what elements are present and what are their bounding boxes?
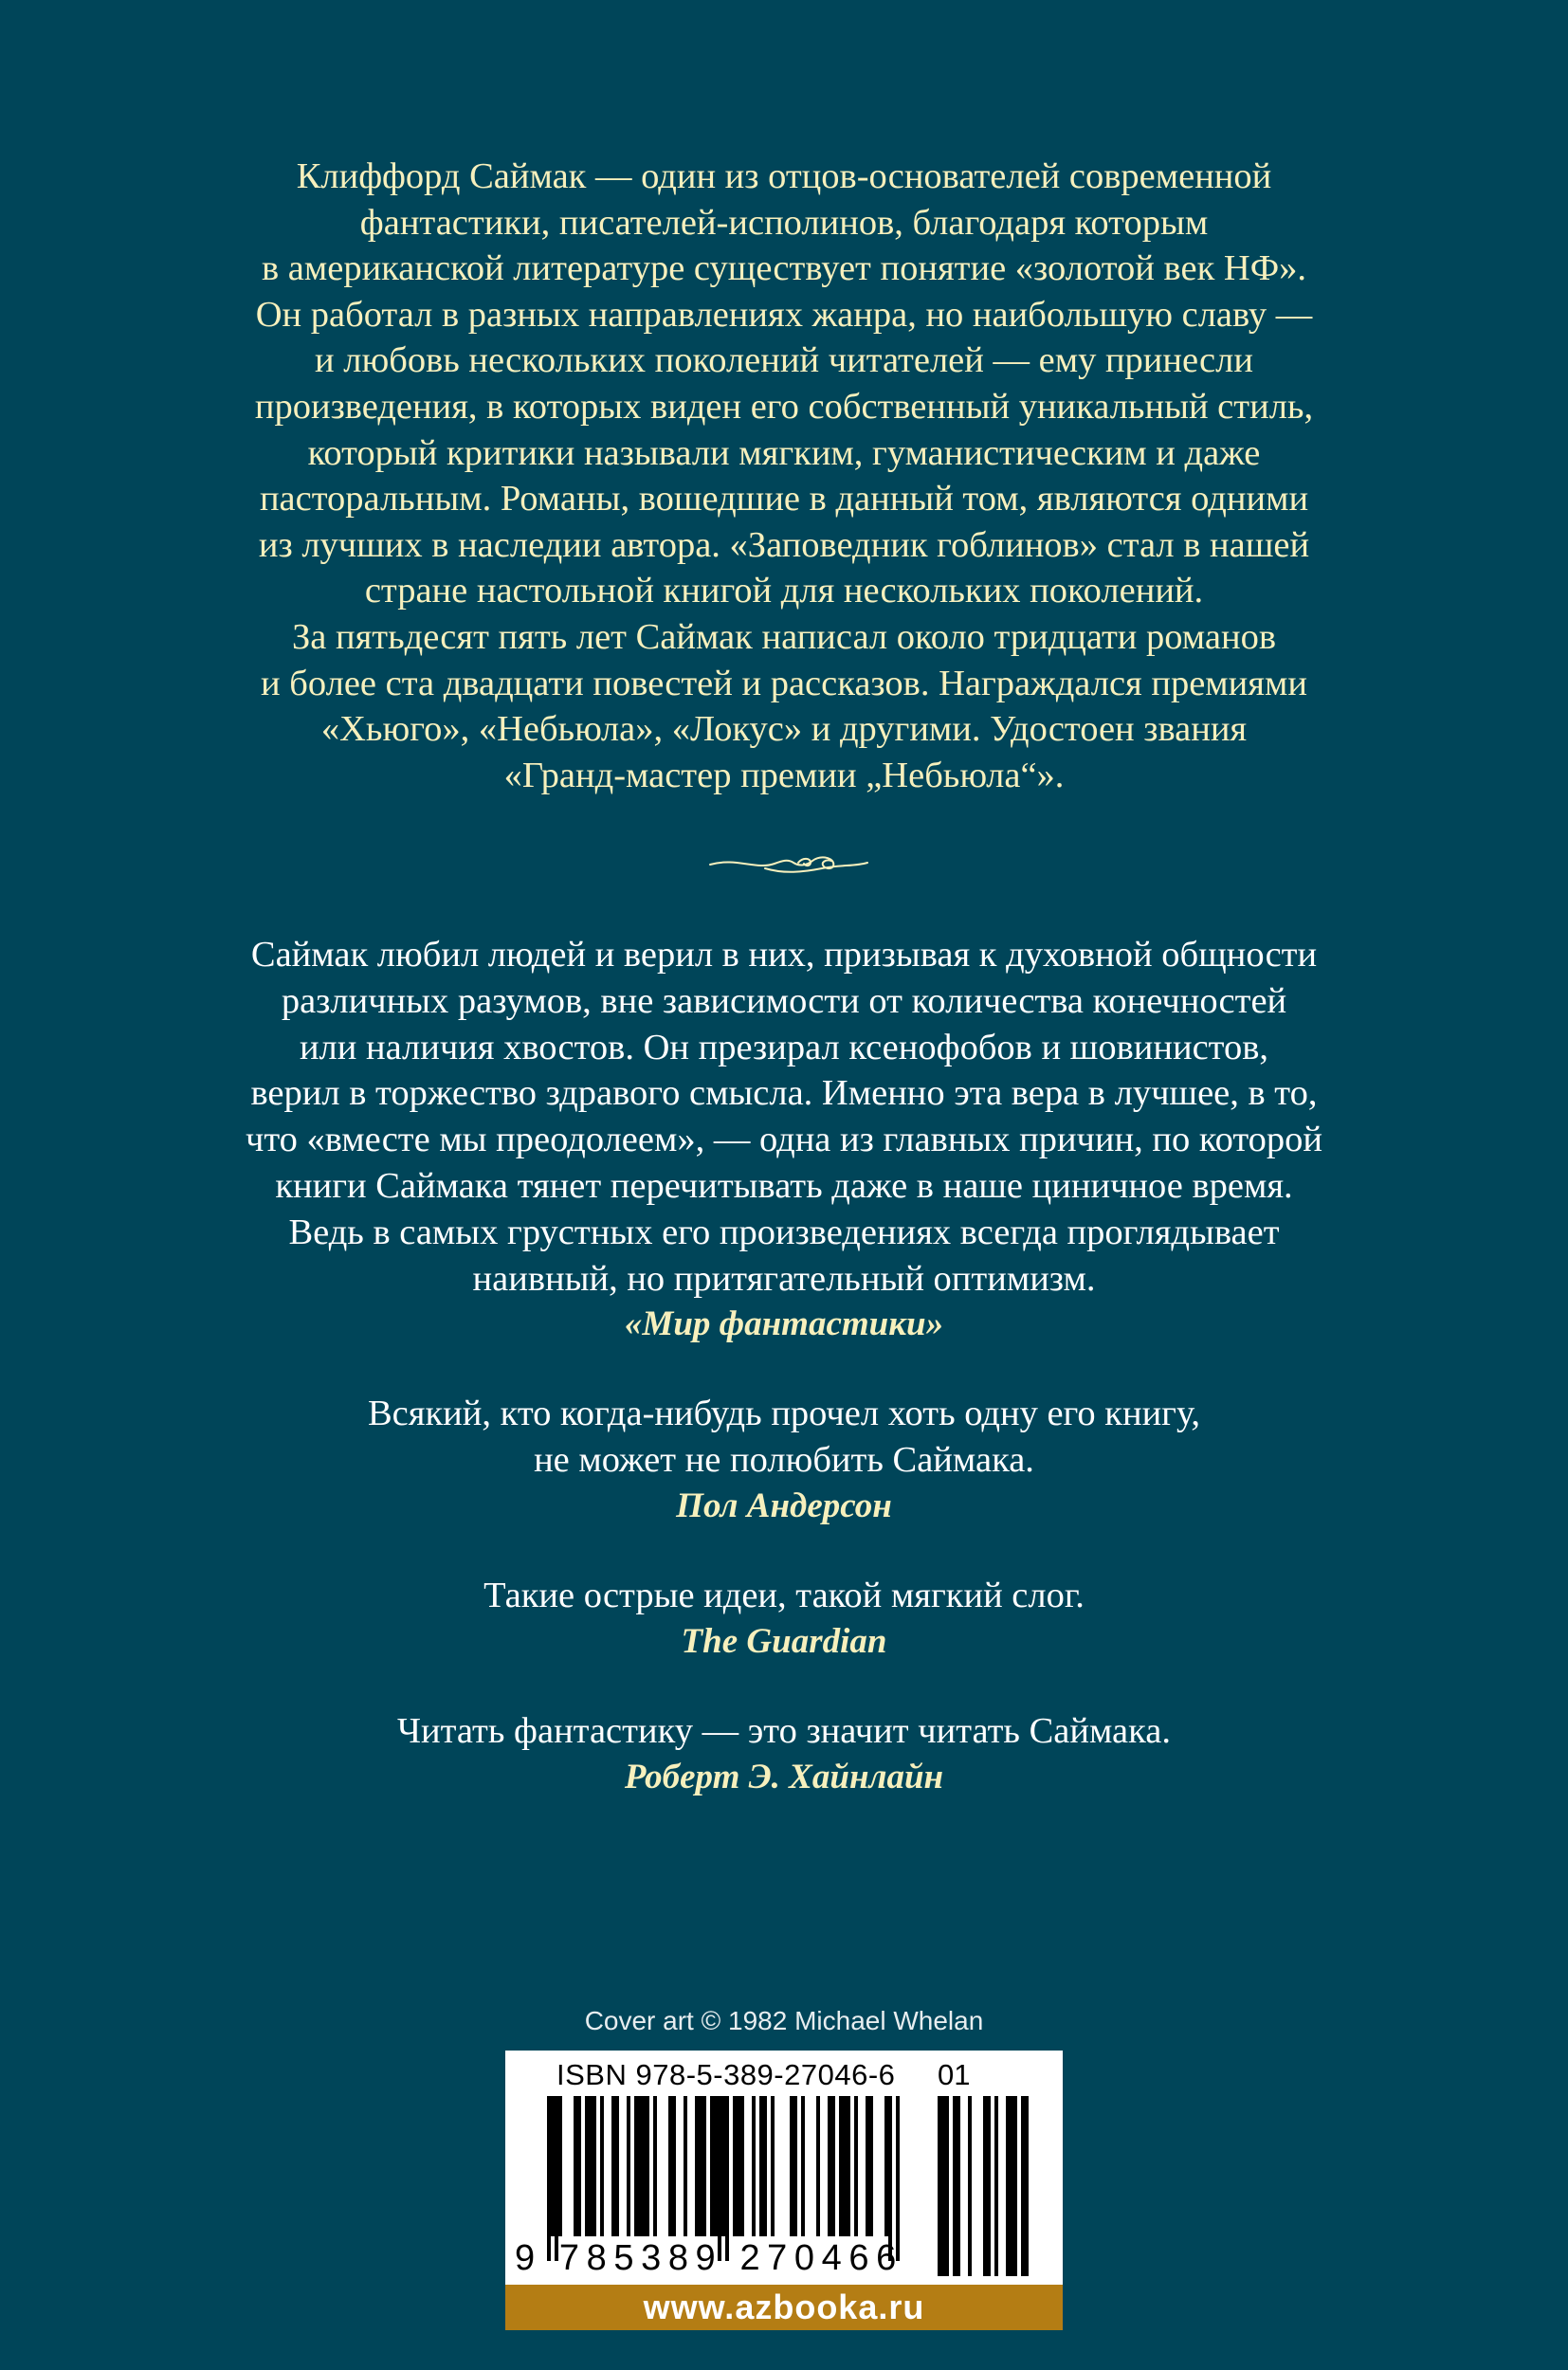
blurb-line: и более ста двадцати повестей и рассказов. Награждался премиями — [261, 663, 1307, 703]
ean-digits: 9 785389 270466 — [515, 2238, 903, 2278]
review-attribution: Роберт Э. Хайнлайн — [624, 1757, 944, 1796]
barcode-bar — [634, 2096, 649, 2236]
barcode-bar — [828, 2096, 835, 2236]
barcode-guard-bar — [547, 2096, 551, 2261]
barcode-bar — [866, 2096, 873, 2236]
review-attribution: Пол Андерсон — [676, 1486, 892, 1525]
review-line: Читать фантастику — это значит читать Саймака. — [397, 1710, 1171, 1751]
review-attribution: The Guardian — [681, 1621, 887, 1661]
review-quote — [114, 1391, 1454, 1529]
blurb-line: Клиффорд Саймак — один из отцов-основателей современной — [296, 156, 1272, 196]
review-line: или наличия хвостов. Он презирал ксенофобов и шовинистов, — [299, 1027, 1269, 1067]
barcode-bar — [854, 2096, 858, 2236]
barcode-bar — [600, 2096, 604, 2236]
barcode-bar — [684, 2096, 687, 2236]
barcode-guard-bar — [888, 2096, 892, 2261]
barcode-guard-bar — [718, 2096, 721, 2261]
barcode-bar — [574, 2096, 581, 2236]
barcode-bar — [611, 2096, 619, 2236]
barcode-addon-bar — [938, 2096, 949, 2276]
barcode-addon-bar — [1021, 2096, 1029, 2276]
reviews-section — [114, 932, 1454, 1800]
barcode-bar — [627, 2096, 630, 2236]
review-line: книги Саймака тянет перечитывать даже в наше циничное время. — [275, 1165, 1293, 1206]
blurb-line: пасторальным. Романы, вошедшие в данный том, являются одними — [259, 479, 1309, 520]
cover-art-credit: Cover art © 1982 Michael Whelan — [584, 2006, 984, 2035]
blurb-line: «Гранд-мастер премии „Небьюла“». — [503, 755, 1065, 795]
barcode-bar — [839, 2096, 850, 2236]
barcode-addon-bar — [994, 2096, 998, 2276]
blurb-line: Он работал в разных направлениях жанра, но наибольшую славу — — [255, 294, 1313, 335]
barcode-addon-bar — [953, 2096, 960, 2276]
barcode-addon-bar — [1006, 2096, 1017, 2276]
barcode-bar — [695, 2096, 706, 2236]
barcode-bar — [721, 2096, 725, 2236]
barcode-bar — [771, 2096, 775, 2236]
barcode-bar — [759, 2096, 767, 2236]
barcode-bar — [801, 2096, 805, 2236]
review-attribution: «Мир фантастики» — [624, 1304, 944, 1344]
review-quote — [114, 932, 1454, 1347]
blurb-line: и любовь нескольких поколений читателей — ему принесли — [315, 340, 1253, 381]
blurb-line: стране настольной книгой для нескольких поколений. — [364, 571, 1204, 611]
blurb-line: произведения, в которых виден его собственный уникальный стиль, — [254, 386, 1314, 427]
book-blurb — [142, 154, 1426, 798]
barcode-bar — [733, 2096, 744, 2236]
review-line: различных разумов, вне зависимости от количества конечностей — [281, 980, 1287, 1021]
barcode-addon-bar — [983, 2096, 991, 2276]
barcode-guard-bar — [555, 2096, 558, 2261]
review-line: не может не полюбить Саймака. — [534, 1440, 1034, 1481]
review-line: Саймак любил людей и верил в них, призывая к духовной общности — [250, 935, 1318, 975]
review-quote — [114, 1708, 1454, 1800]
review-line: Ведь в самых грустных его произведениях всегда проглядывает — [288, 1212, 1280, 1252]
review-line: что «вместе мы преодолеем», — одна из главных причин, по которой — [245, 1120, 1323, 1160]
flourish-ornament-icon — [708, 849, 869, 878]
barcode-bar — [668, 2096, 676, 2236]
blurb-line: За пятьдесят пять лет Саймак написал около тридцати романов — [291, 616, 1277, 657]
barcode-addon-bar — [968, 2096, 972, 2276]
review-line: Всякий, кто когда-нибудь прочел хоть одну его книгу, — [368, 1394, 1200, 1434]
barcode-bar — [790, 2096, 797, 2236]
publisher-website: www.azbooka.ru — [505, 2285, 1063, 2330]
barcode-bar — [585, 2096, 596, 2236]
barcode-bar — [558, 2096, 562, 2236]
blurb-line: из лучших в наследии автора. «Заповедник гоблинов» стал в нашей — [258, 524, 1310, 565]
barcode-bar — [653, 2096, 657, 2236]
barcode-guard-bar — [896, 2096, 900, 2261]
barcode-guard-bar — [725, 2096, 729, 2261]
barcode-bar — [816, 2096, 820, 2236]
review-line: верил в торжество здравого смысла. Именно эта вера в лучшее, в то, — [250, 1073, 1318, 1114]
isbn-addon-label: 01 — [938, 2058, 971, 2091]
blurb-line: который критики называли мягким, гуманистическим и даже — [307, 432, 1261, 473]
isbn-barcode — [505, 2051, 1063, 2285]
blurb-line: «Хьюго», «Небьюла», «Локус» и другими. Удостоен звания — [320, 709, 1248, 750]
barcode-bar — [752, 2096, 756, 2236]
barcode-bar — [710, 2096, 718, 2236]
review-line: Такие острые идеи, такой мягкий слог. — [483, 1575, 1085, 1615]
review-quote — [114, 1573, 1454, 1665]
isbn-label: ISBN 978-5-389-27046-6 — [556, 2058, 896, 2091]
review-line: наивный, но притягательный оптимизм. — [472, 1258, 1096, 1299]
barcode-bar — [884, 2096, 888, 2236]
blurb-line: фантастики, писателей-исполинов, благодаря которым — [359, 202, 1209, 243]
blurb-line: в американской литературе существует понятие «золотой век НФ». — [261, 248, 1306, 289]
